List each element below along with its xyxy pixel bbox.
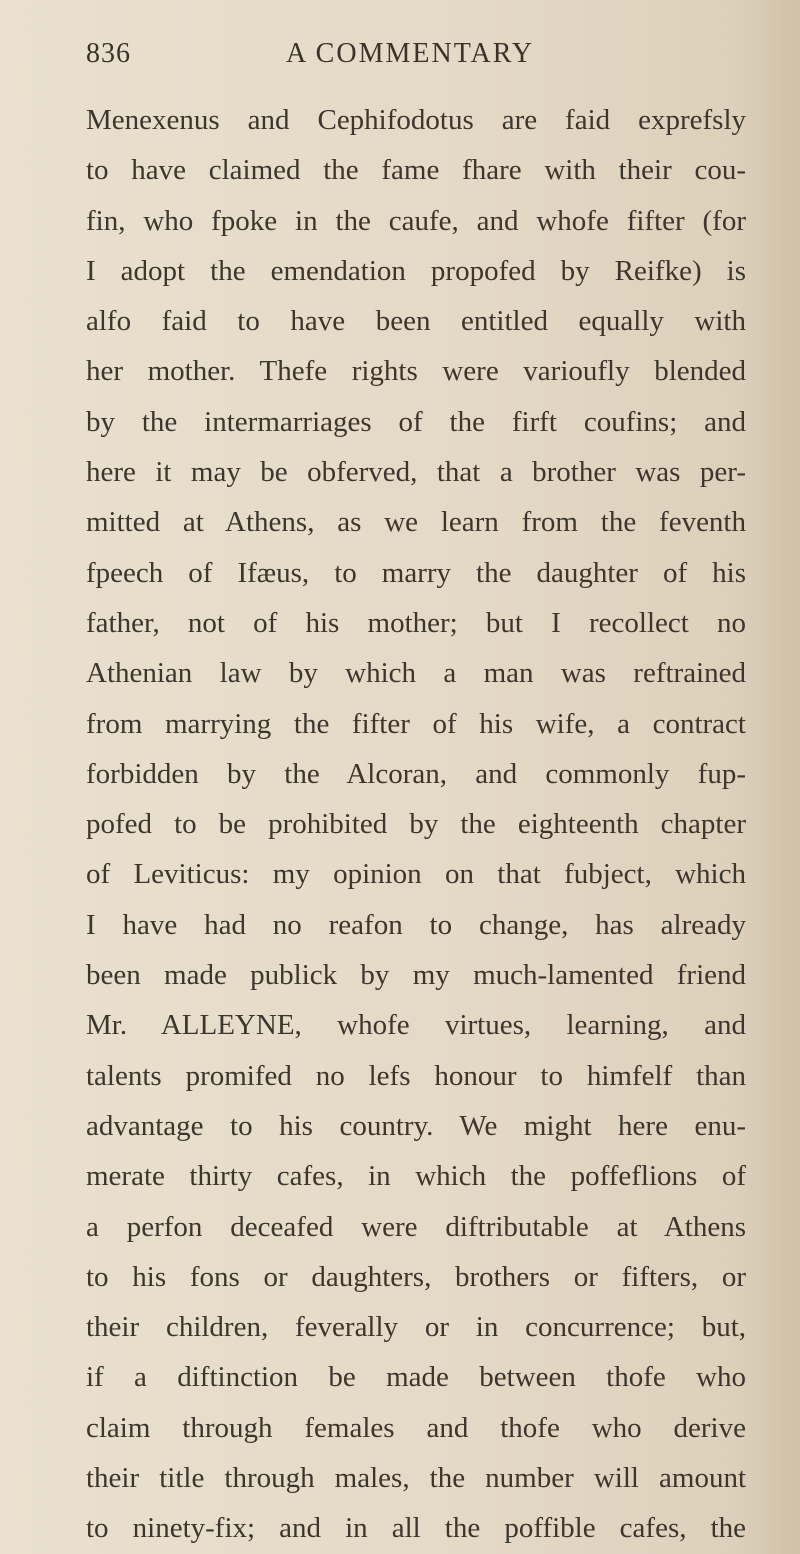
text-line: a perfon deceafed were diftributable at Athens [86, 1210, 746, 1243]
text-line: their children, feverally or in concurrence; but, [86, 1311, 746, 1344]
text-line: Mr. ALLEYNE, whofe virtues, learning, and [86, 1009, 746, 1042]
text-line: her mother. Thefe rights were varioufly blended [86, 355, 746, 388]
text-line: been made publick by my much-lamented friend [86, 959, 746, 992]
text-line: father, not of his mother; but I recollect no [86, 606, 746, 639]
text-line: I adopt the emendation propofed by Reifke) is [86, 254, 746, 287]
text-line: merate thirty cafes, in which the poffeflions of [86, 1160, 746, 1193]
page-number: 836 [86, 38, 131, 69]
text-line: claim through females and thofe who derive [86, 1411, 746, 1444]
text-line: to have claimed the fame fhare with their cou- [86, 154, 746, 187]
text-line: to his fons or daughters, brothers or fifters, or [86, 1260, 746, 1293]
text-line: by the intermarriages of the firft coufins; and [86, 405, 746, 438]
text-line: talents promifed no lefs honour to himfelf than [86, 1059, 746, 1092]
text-line: alfo faid to have been entitled equally with [86, 305, 746, 338]
text-line: Athenian law by which a man was reftrained [86, 657, 746, 690]
text-line: Menexenus and Cephifodotus are faid exprefsly [86, 104, 746, 136]
text-line: pofed to be prohibited by the eighteenth chapter [86, 808, 746, 841]
text-line: to ninety-fix; and in all the poffible cafes, the [86, 1512, 746, 1545]
text-line: forbidden by the Alcoran, and commonly fup- [86, 757, 746, 790]
text-line: if a diftinction be made between thofe who [86, 1361, 746, 1394]
text-line: mitted at Athens, as we learn from the feventh [86, 506, 746, 539]
text-line: I have had no reafon to change, has already [86, 908, 746, 941]
text-line: advantage to his country. We might here enu- [86, 1109, 746, 1142]
page-header [86, 38, 646, 78]
body-text [86, 95, 746, 1554]
text-line: from marrying the fifter of his wife, a contract [86, 707, 746, 740]
text-line: of Leviticus: my opinion on that fubject, which [86, 858, 746, 891]
text-line: here it may be obferved, that a brother was per- [86, 456, 746, 489]
running-head: A COMMENTARY [286, 38, 535, 69]
text-line: fpeech of Ifæus, to marry the daughter of his [86, 556, 746, 589]
text-line: fin, who fpoke in the caufe, and whofe fifter (for [86, 204, 746, 237]
text-line: their title through males, the number will amount [86, 1462, 746, 1495]
